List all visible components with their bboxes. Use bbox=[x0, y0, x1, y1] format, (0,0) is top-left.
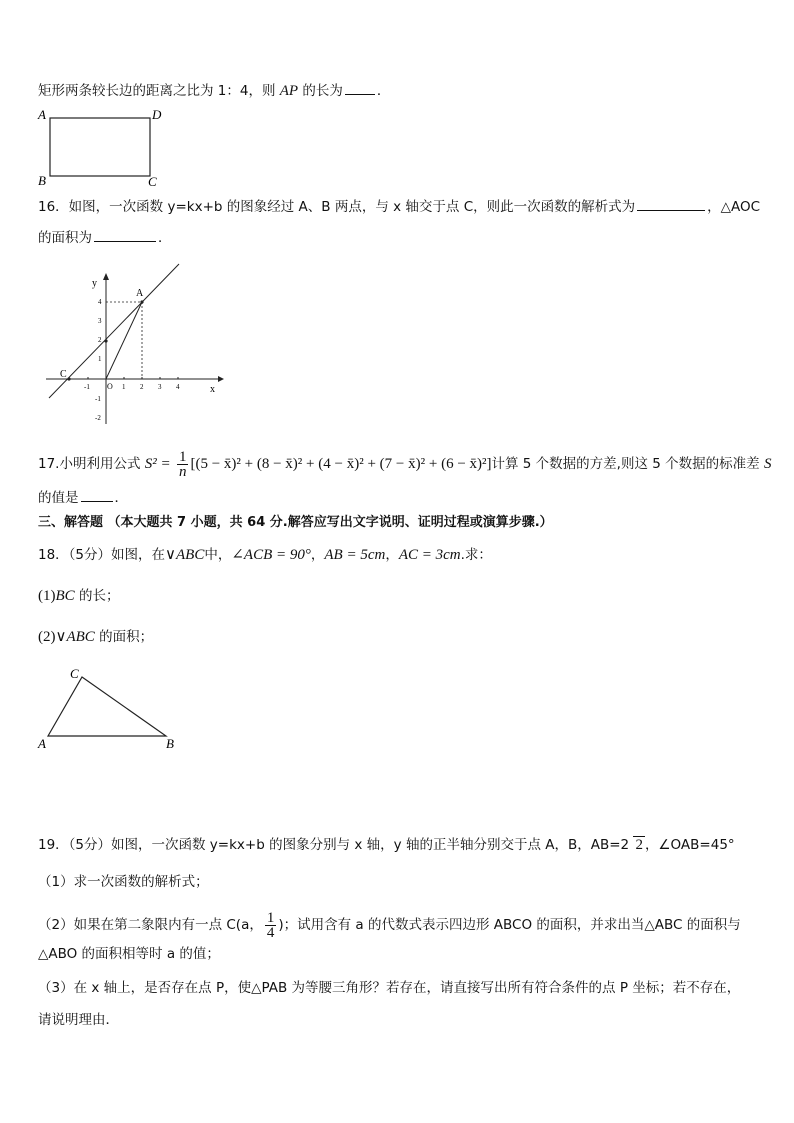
label-b: B bbox=[166, 736, 174, 751]
fraction-numerator: 1 bbox=[178, 448, 187, 465]
label-d: D bbox=[152, 107, 162, 122]
q18-angle: ∠ACB = 90° bbox=[231, 547, 311, 563]
q15-text-b: 的长为 bbox=[298, 83, 343, 99]
fraction-denominator: 4 bbox=[266, 924, 275, 941]
q17-s-squared: S² = bbox=[144, 456, 171, 472]
separator: ， bbox=[310, 547, 325, 563]
q19-part2-text-a: （2）如果在第二象限内有一点 C(a， bbox=[38, 917, 263, 933]
q18-triangle: ∨ABC bbox=[165, 547, 205, 563]
q16-line2 bbox=[38, 229, 172, 247]
y-tick-label: 4 bbox=[98, 298, 102, 306]
y-label: y bbox=[92, 278, 97, 289]
q19-part3-line2: 请说明理由． bbox=[38, 1012, 119, 1028]
y-axis-arrow bbox=[103, 273, 109, 280]
fraction-numerator: 1 bbox=[266, 909, 275, 926]
q17-line2 bbox=[38, 489, 128, 507]
rectangle-shape bbox=[50, 118, 150, 176]
origin-label: O bbox=[107, 382, 113, 391]
q18-part1-text: 的长； bbox=[74, 588, 120, 604]
q17-line1 bbox=[38, 448, 771, 480]
point-b bbox=[104, 339, 107, 342]
q16-line1 bbox=[38, 198, 760, 216]
q17-suffix: 计算 5 个数据的方差,则这 5 个数据的标准差 bbox=[491, 456, 760, 472]
q18-part2-number: (2) bbox=[38, 629, 56, 645]
q18-part2 bbox=[38, 628, 153, 646]
q17-prefix: 17.小明利用公式 bbox=[38, 456, 141, 472]
y-tick-label: 3 bbox=[98, 317, 102, 325]
q17-text-2: 的值是 bbox=[38, 490, 79, 506]
label-c: C bbox=[148, 174, 157, 188]
q16-answer-blank-1 bbox=[637, 198, 705, 211]
q16-function-graph bbox=[40, 258, 230, 430]
y-tick-label: 1 bbox=[98, 355, 102, 363]
q18-line1 bbox=[38, 546, 492, 564]
point-a-label: A bbox=[136, 288, 144, 299]
q15-ap: AP bbox=[279, 83, 299, 99]
q19-part2-line2: △ABO 的面积相等时 a 的值； bbox=[38, 946, 220, 962]
x-axis-arrow bbox=[218, 376, 224, 382]
q16-text-2: 的面积为 bbox=[38, 230, 92, 246]
q19-line1 bbox=[38, 836, 735, 854]
triangle-shape bbox=[48, 677, 166, 736]
point-c bbox=[67, 377, 70, 380]
y-tick-label: -1 bbox=[95, 395, 101, 403]
q15-text-end: ． bbox=[376, 83, 391, 99]
label-a: A bbox=[38, 107, 46, 122]
x-label: x bbox=[210, 384, 215, 395]
q15-rectangle-figure bbox=[32, 104, 172, 188]
q17-fraction bbox=[177, 450, 189, 479]
label-b: B bbox=[38, 173, 46, 188]
q15-answer-blank bbox=[345, 82, 375, 95]
q19-part3-line1: （3）在 x 轴上，是否存在点 P，使△PAB 为等腰三角形？若存在，请直接写出所有符合条件的点 P 坐标；若不存在， bbox=[38, 980, 741, 996]
q19-fraction bbox=[265, 911, 277, 940]
x-tick-label: 3 bbox=[158, 383, 162, 391]
label-c: C bbox=[70, 666, 79, 681]
y-tick-label: 2 bbox=[98, 336, 102, 344]
q18-text-a: 18．（5分）如图，在 bbox=[38, 547, 166, 563]
q16-text-end: ． bbox=[158, 230, 172, 246]
q18-part2-text: 的面积； bbox=[94, 629, 154, 645]
q19-part2-text-b: )；试用含有 a 的代数式表示四边形 ABCO 的面积，并求出当△ABC 的面积与 bbox=[278, 917, 741, 933]
q17-answer-blank bbox=[81, 489, 113, 502]
q18-part2-triangle: ∨ABC bbox=[55, 629, 95, 645]
q19-text-a: 19．（5分）如图，一次函数 y=kx+b 的图象分别与 x 轴，y 轴的正半轴分别交于点 A，B，AB=2 bbox=[38, 837, 630, 853]
point-c-label: C bbox=[60, 369, 67, 380]
q17-s: S bbox=[763, 456, 772, 472]
q18-triangle-figure bbox=[34, 662, 184, 752]
point-a bbox=[140, 300, 143, 303]
separator: ， bbox=[385, 547, 399, 563]
label-a: A bbox=[38, 736, 46, 751]
q18-bc: BC bbox=[55, 588, 75, 604]
q16-text: 16．如图，一次函数 y=kx+b 的图象经过 A、B 两点，与 x 轴交于点 C，则此一次函数的解析式为 bbox=[38, 199, 636, 215]
q16-text-tail: ，△AOC bbox=[707, 199, 761, 215]
x-tick-label: 1 bbox=[122, 383, 126, 391]
q19-text-b: ，∠OAB=45° bbox=[644, 837, 735, 853]
q16-answer-blank-2 bbox=[94, 229, 156, 242]
q18-part1-number: (1) bbox=[38, 588, 56, 604]
x-tick-label: 4 bbox=[176, 383, 180, 391]
q19-part1: （1）求一次函数的解析式； bbox=[38, 874, 209, 890]
y-tick-label: -2 bbox=[95, 414, 101, 422]
q17-text-end: ． bbox=[114, 490, 128, 506]
q18-text-end: .求： bbox=[460, 547, 492, 563]
q18-ac: AC = 3cm bbox=[398, 547, 461, 563]
x-tick-label: -1 bbox=[84, 383, 90, 391]
q15-text-a: 矩形两条较长边的距离之比为 1：4，则 bbox=[38, 83, 280, 99]
q19-sqrt: 2 bbox=[635, 837, 643, 853]
section-3-heading: 三、解答题 （本大题共 7 小题，共 64 分.解答应写出文字说明、证明过程或演算步骤.） bbox=[38, 515, 553, 530]
x-tick-label: 2 bbox=[140, 383, 144, 391]
q18-part1 bbox=[38, 587, 119, 605]
segment-oa bbox=[106, 302, 142, 379]
fraction-denominator: n bbox=[178, 463, 187, 480]
q18-text-b: 中， bbox=[204, 547, 232, 563]
q15-text bbox=[38, 82, 390, 100]
q18-ab: AB = 5cm bbox=[324, 547, 386, 563]
q19-part2-line1 bbox=[38, 907, 741, 943]
q17-formula: [(5 − x̄)² + (8 − x̄)² + (4 − x̄)² + (7 − x̄)² + (6 − x̄)²] bbox=[190, 456, 492, 472]
